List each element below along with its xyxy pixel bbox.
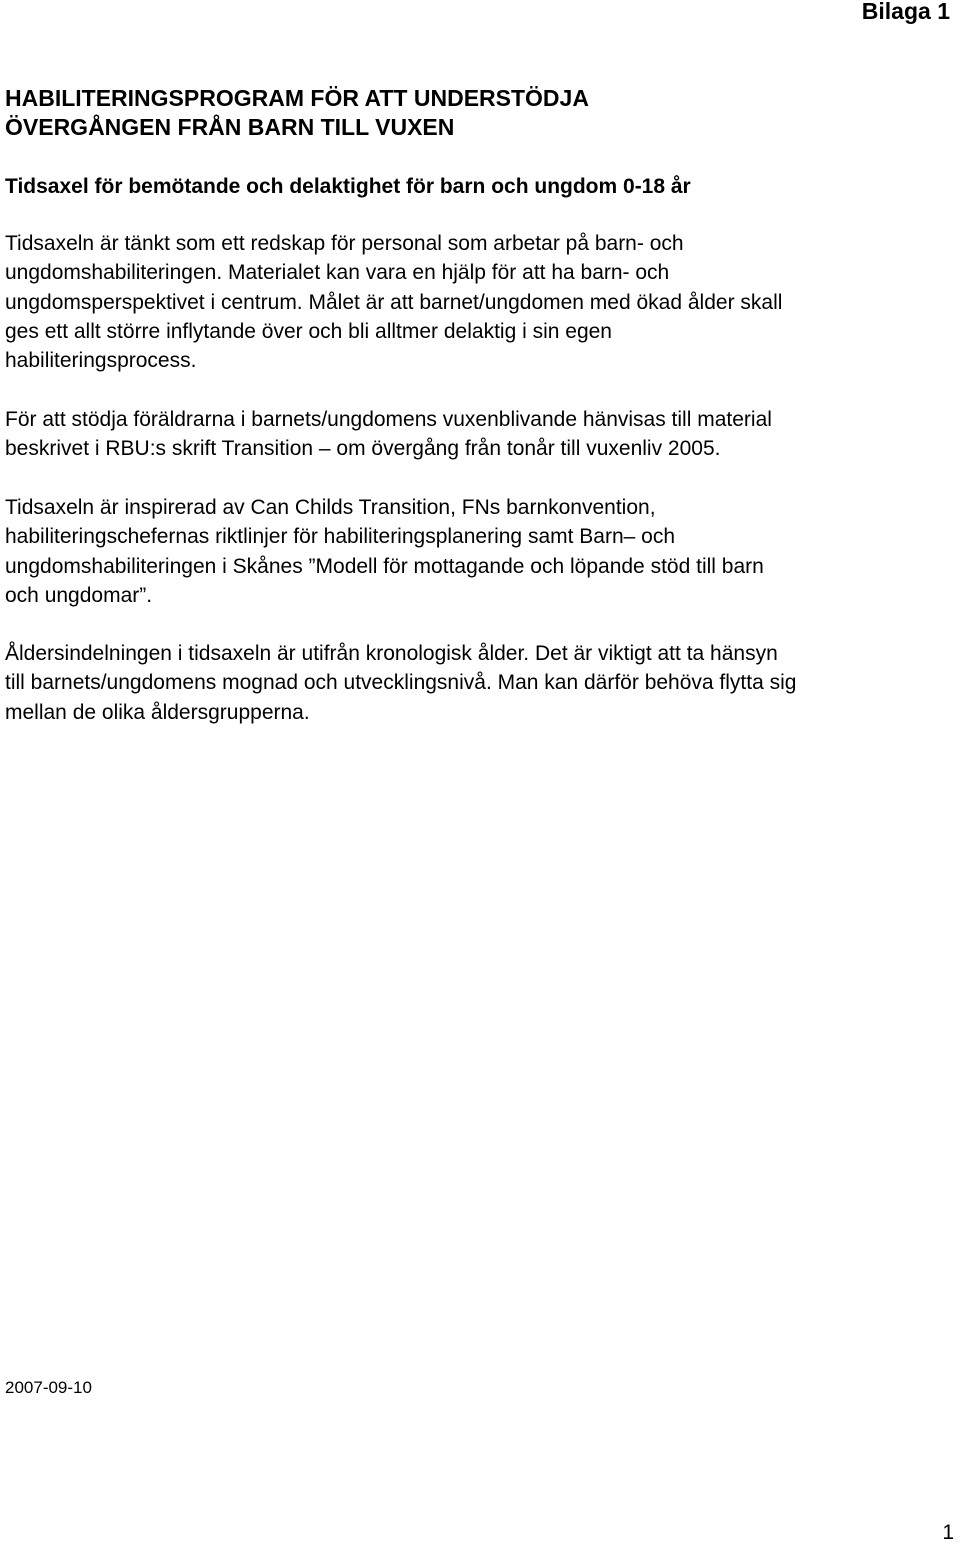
paragraph-line: ungdomshabiliteringen. Materialet kan vara en hjälp för att ha barn- och [5, 261, 670, 285]
page-number: 1 [942, 1521, 954, 1544]
title-line: ÖVERGÅNGEN FRÅN BARN TILL VUXEN [5, 114, 455, 140]
appendix-label: Bilaga 1 [861, 0, 950, 24]
document-subtitle: Tidsaxel för bemötande och delaktighet för barn och ungdom 0-18 år [5, 175, 691, 198]
footer-date: 2007-09-10 [5, 1378, 92, 1397]
paragraph-line: Tidsaxeln är tänkt som ett redskap för personal som arbetar på barn- och [5, 232, 684, 255]
paragraph-line: och ungdomar”. [5, 583, 153, 607]
paragraph-line: ungdomshabiliteringen i Skånes ”Modell för mottagande och löpande stöd till barn [5, 554, 764, 578]
paragraph-line: mellan de olika åldersgrupperna. [5, 700, 310, 724]
paragraph-line: beskrivet i RBU:s skrift Transition – om övergång från tonår till vuxenliv 2005. [5, 437, 721, 461]
paragraph-parents [5, 405, 960, 464]
paragraph-inspiration [5, 493, 960, 610]
paragraph-line: Åldersindelningen i tidsaxeln är utifrån kronologisk ålder. Det är viktigt att ta hänsyn [5, 642, 778, 665]
document-title [5, 84, 905, 142]
paragraph-line: till barnets/ungdomens mognad och utvecklingsnivå. Man kan därför behöva flytta sig [5, 671, 797, 695]
paragraph-line: habiliteringsprocess. [5, 349, 197, 373]
paragraph-line: habiliteringschefernas riktlinjer för habiliteringsplanering samt Barn– och [5, 525, 676, 549]
paragraph-line: ges ett allt större inflytande över och bli alltmer delaktig i sin egen [5, 319, 612, 343]
title-line: HABILITERINGSPROGRAM FÖR ATT UNDERSTÖDJA [5, 85, 589, 111]
paragraph-age-groups [5, 639, 960, 727]
paragraph-line: ungdomsperspektivet i centrum. Målet är att barnet/ungdomen med ökad ålder skall [5, 290, 783, 314]
paragraph-line: Tidsaxeln är inspirerad av Can Childs Transition, FNs barnkonvention, [5, 496, 656, 519]
paragraph-line: För att stödja föräldrarna i barnets/ungdomens vuxenblivande hänvisas till material [5, 408, 772, 431]
paragraph-purpose [5, 229, 960, 375]
